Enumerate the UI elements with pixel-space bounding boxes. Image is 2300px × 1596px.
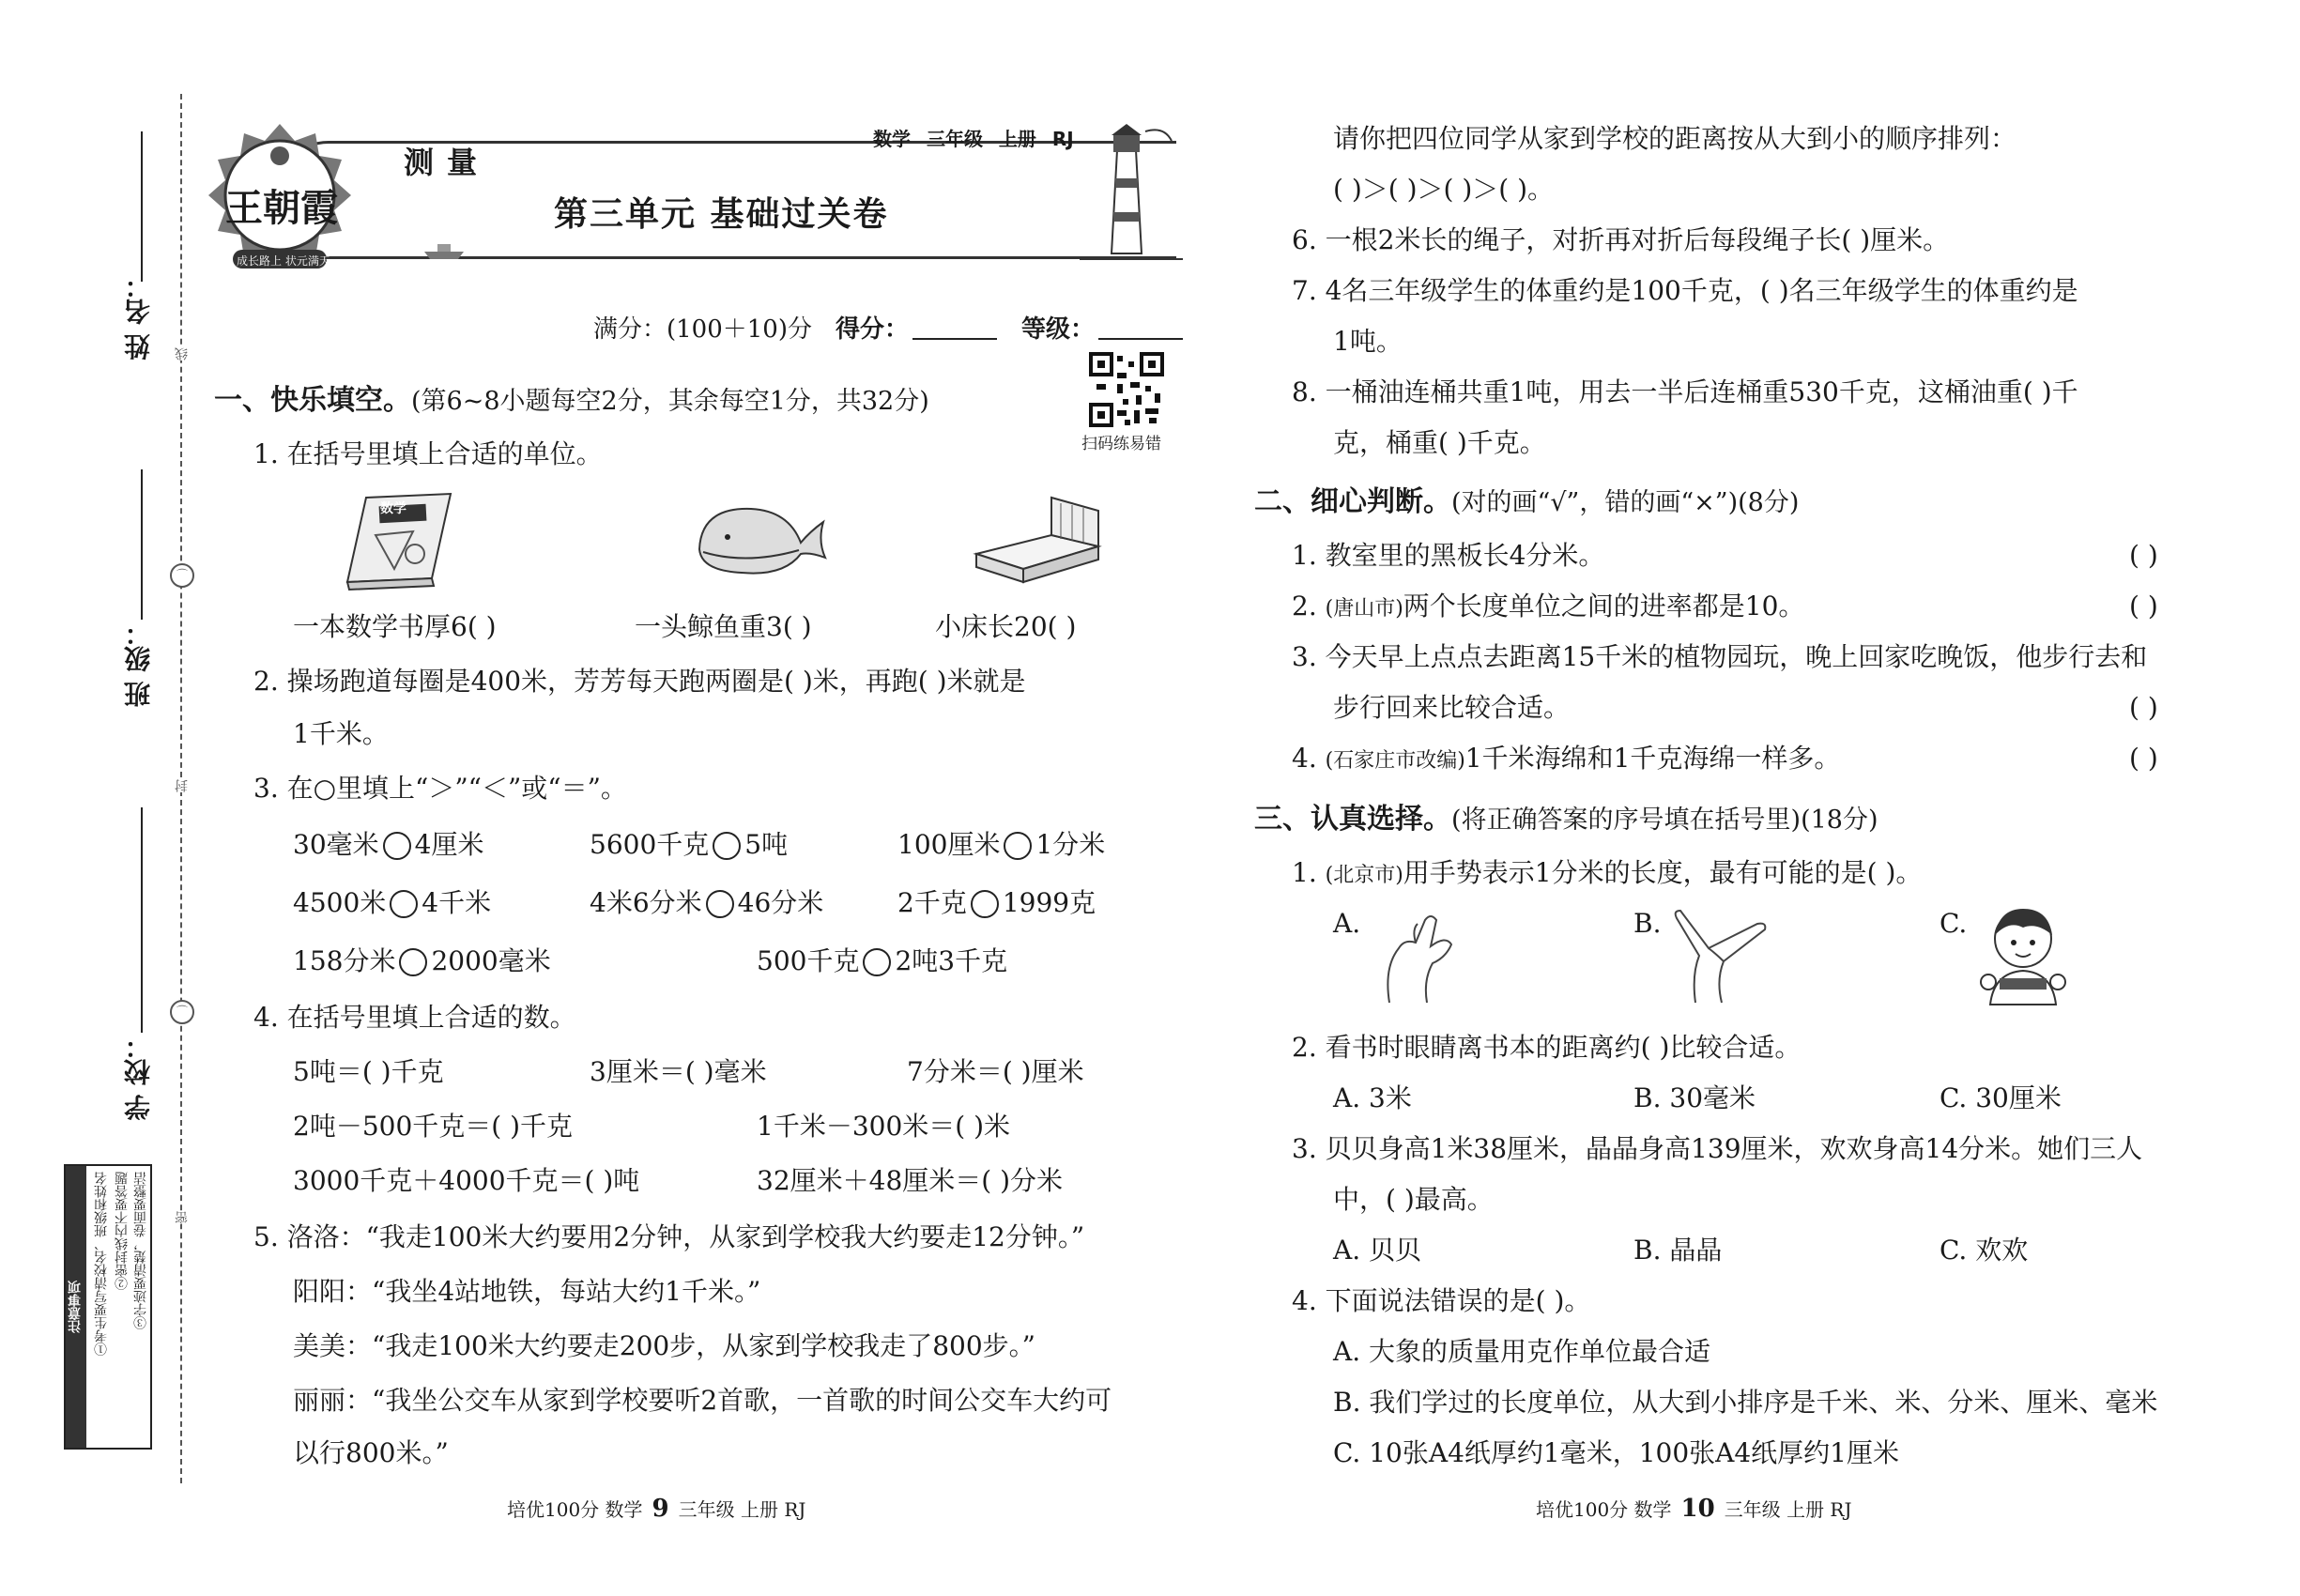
choice-2-opt-b[interactable]: B. 30毫米 — [1633, 1082, 1756, 1113]
judge-4-source: (石家庄市改编) — [1325, 749, 1465, 773]
section-3-note: (将正确答案的序号填在括号里)(18分) — [1451, 806, 1878, 835]
math-book-label: 数学 — [380, 501, 406, 516]
q4-item: 3厘米＝( )毫米 — [590, 1056, 767, 1087]
name-label: 姓 名： — [123, 272, 154, 361]
choice-4-opt-c[interactable]: C. 10张A4纸厚约1毫米，100张A4纸厚约1厘米 — [1333, 1437, 1899, 1468]
footer-book: 培优100分 数学 — [507, 1498, 643, 1521]
page-number: 10 — [1680, 1495, 1715, 1523]
q3-text: 3. 在○里填上“＞”“＜”或“＝”。 — [253, 773, 627, 804]
choice-2-opt-a[interactable]: A. 3米 — [1333, 1082, 1412, 1113]
q3-item: 100厘米 1分米 — [897, 829, 1106, 860]
section-1-title — [214, 383, 929, 420]
class-blank — [141, 469, 143, 620]
q3-item: 4米6分米 46分米 — [590, 887, 824, 918]
choice-4-opt-b[interactable]: B. 我们学过的长度单位，从大到小排序是千米、米、分米、厘米、毫米 — [1333, 1387, 2158, 1418]
q4-text: 4. 在括号里填上合适的数。 — [253, 1002, 576, 1033]
full-score: 满分：(100＋10)分 — [593, 315, 812, 344]
compare-circle[interactable] — [971, 890, 999, 918]
notice-line-1: ①考生要写清校名、班级和姓名 — [94, 1172, 109, 1356]
section-2-note: (对的画“√”，错的画“×”)(8分) — [1451, 488, 1800, 517]
compare-circle[interactable] — [399, 948, 427, 976]
q1-book: 一本数学书厚6( ) — [293, 611, 497, 642]
q1-bed: 小床长20( ) — [935, 611, 1077, 642]
cut-mark-1: 线 — [175, 347, 190, 361]
choice-4-opt-a[interactable]: A. 大象的质量用克作单位最合适 — [1333, 1336, 1711, 1367]
binding-hole-icon: ⌒ — [170, 1000, 194, 1024]
compare-circle[interactable] — [383, 832, 411, 860]
hand-pinch-icon — [1371, 901, 1474, 1005]
q6-text: 6. 一根2米长的绳子，对折再对折后每段绳子长( )厘米。 — [1292, 224, 1950, 255]
choice-1-opt-b[interactable]: B. — [1633, 908, 1662, 939]
choice-4: 4. 下面说法错误的是( )。 — [1292, 1285, 1591, 1316]
q4-item: 7分米＝( )厘米 — [907, 1056, 1084, 1087]
book-meta: 数学 三年级 上册 RJ — [873, 128, 1074, 150]
q5-line4: 丽丽：“我坐公交车从家到学校要听2首歌，一首歌的时间公交车大约可 — [293, 1385, 1112, 1416]
choice-3-opt-a[interactable]: A. 贝贝 — [1333, 1235, 1422, 1266]
compare-circle[interactable] — [1004, 832, 1032, 860]
q2-line2: 1千米。 — [293, 718, 389, 749]
q3-item: 4500米 4千米 — [293, 887, 492, 918]
qr-caption: 扫码练易错 — [1081, 435, 1161, 453]
grade-blank[interactable] — [1098, 338, 1183, 340]
page-title: 第三单元 基础过关卷 — [554, 195, 889, 234]
q4-item: 5吨＝( )千克 — [293, 1056, 444, 1087]
compare-circle[interactable] — [713, 832, 741, 860]
q5-order-prompt: 请你把四位同学从家到学校的距离按从大到小的顺序排列： — [1333, 123, 2017, 154]
judge-4: 4. (石家庄市改编)1千米海绵和1千克海绵一样多。 — [1292, 743, 1841, 774]
choice-2-opt-c[interactable]: C. 30厘米 — [1940, 1082, 2062, 1113]
q4-item: 32厘米＋48厘米＝( )分米 — [757, 1165, 1064, 1196]
q4-item: 1千米－300米＝( )米 — [757, 1111, 1011, 1142]
section-1-heading: 一、快乐填空。 — [214, 384, 411, 417]
q3-item: 500千克 2吨3千克 — [757, 945, 1008, 976]
section-1-note: (第6~8小题每空2分，其余每空1分，共32分) — [411, 387, 929, 416]
compare-circle[interactable] — [706, 890, 734, 918]
binding-hole-icon: ⌒ — [170, 563, 194, 588]
choice-3-opt-b[interactable]: B. 晶晶 — [1633, 1235, 1723, 1266]
compare-circle[interactable] — [390, 890, 418, 918]
class-label: 班 级： — [123, 620, 154, 708]
judge-3-line1: 3. 今天早上点点去距离15千米的植物园玩，晚上回家吃晚饭，他步行去和 — [1292, 641, 2148, 672]
compare-circle[interactable] — [863, 948, 891, 976]
grade-label: 等级： — [1021, 315, 1096, 344]
q3-item: 30毫米 4厘米 — [293, 829, 484, 860]
ship-icon — [422, 240, 466, 261]
q5-line5: 以行800米。” — [293, 1437, 449, 1468]
judge-2-source: (唐山市) — [1325, 597, 1403, 621]
judge-4-answer[interactable]: ( ) — [2129, 743, 2158, 774]
section-2-heading: 二、细心判断。 — [1254, 485, 1451, 518]
footer-book: 培优100分 数学 — [1536, 1498, 1672, 1521]
choice-2: 2. 看书时眼睛离书本的距离约( )比较合适。 — [1292, 1032, 1802, 1063]
q4-item: 3000千克＋4000千克＝( )吨 — [293, 1165, 640, 1196]
choice-3-line2: 中，( )最高。 — [1333, 1184, 1494, 1215]
section-2-title — [1254, 484, 1799, 521]
q4-item: 2吨－500千克＝( )千克 — [293, 1111, 574, 1142]
page-number: 9 — [652, 1495, 669, 1523]
name-blank — [141, 131, 143, 282]
q2-line1: 2. 操场跑道每圈是400米，芳芳每天跑两圈是( )米，再跑( )米就是 — [253, 666, 1026, 697]
q3-item: 5600千克 5吨 — [590, 829, 789, 860]
judge-3-answer[interactable]: ( ) — [2129, 692, 2158, 723]
q3-item: 158分米 2000毫米 — [293, 945, 551, 976]
q8-line2: 克，桶重( )千克。 — [1333, 427, 1546, 458]
choice-1-source: (北京市) — [1325, 864, 1403, 887]
score-label: 得分： — [836, 315, 910, 344]
notice-box — [64, 1164, 152, 1450]
choice-1-opt-a[interactable]: A. — [1333, 908, 1361, 939]
section-3-title — [1254, 802, 1878, 838]
choice-1: 1. (北京市)用手势表示1分米的长度，最有可能的是( )。 — [1292, 857, 1923, 888]
lighthouse-icon — [1080, 122, 1183, 263]
q5-order-blanks[interactable]: ( )＞( )＞( )＞( )。 — [1333, 174, 1554, 205]
bed-icon — [967, 488, 1108, 591]
brand-name: 王朝霞 — [225, 186, 338, 230]
q1-whale: 一头鲸鱼重3( ) — [635, 611, 812, 642]
hand-span-icon — [1667, 899, 1780, 1005]
choice-3-line1: 3. 贝贝身高1米38厘米，晶晶身高139厘米，欢欢身高14分米。她们三人 — [1292, 1133, 2143, 1164]
left-footer — [507, 1495, 805, 1523]
q5-line3: 美美：“我走100米大约要走200步，从家到学校我走了800步。” — [293, 1330, 1035, 1361]
judge-1-answer[interactable]: ( ) — [2129, 540, 2158, 571]
school-blank — [141, 807, 143, 1033]
unit-tag: 测量 — [404, 145, 491, 180]
school-label: 学 校： — [123, 1033, 154, 1121]
section-3-heading: 三、认真选择。 — [1254, 803, 1451, 836]
whale-icon — [690, 498, 831, 582]
notice-line-3: ③字迹要清楚，卷面要整洁 — [133, 1172, 148, 1329]
q5-line2: 阳阳：“我坐4站地铁，每站大约1千米。” — [293, 1276, 761, 1307]
judge-2: 2. (唐山市)两个长度单位之间的进率都是10。 — [1292, 591, 1805, 622]
choice-1-opt-c[interactable]: C. — [1940, 908, 1968, 939]
cut-mark-2: 封 — [175, 779, 190, 792]
qr-code-icon[interactable] — [1089, 352, 1164, 427]
notice-title: 注意事项 — [66, 1166, 86, 1448]
judge-1: 1. 教室里的黑板长4分米。 — [1292, 540, 1605, 571]
judge-3-line2: 步行回来比较合适。 — [1333, 692, 1571, 723]
q7-line2: 1吨。 — [1333, 326, 1403, 357]
q5-line1: 5. 洛洛：“我走100米大约要用2分钟，从家到学校我大约要走12分钟。” — [253, 1221, 1085, 1252]
judge-2-answer[interactable]: ( ) — [2129, 591, 2158, 622]
footer-meta: 三年级 上册 RJ — [1724, 1498, 1852, 1521]
footer-meta: 三年级 上册 RJ — [678, 1498, 806, 1521]
q8-line1: 8. 一桶油连桶共重1吨，用去一半后连桶重530千克，这桶油重( )千 — [1292, 376, 2078, 407]
right-footer — [1536, 1495, 1852, 1523]
choice-3-opt-c[interactable]: C. 欢欢 — [1940, 1235, 2029, 1266]
q3-item: 2千克 1999克 — [897, 887, 1096, 918]
notice-line-2: ②密封线内不要答题 — [115, 1172, 130, 1290]
q7-line1: 7. 4名三年级学生的体重约是100千克，( )名三年级学生的体重约是 — [1292, 275, 2078, 306]
cut-mark-3: 密 — [175, 1211, 190, 1224]
score-blank[interactable] — [912, 338, 997, 340]
q1-text: 1. 在括号里填上合适的单位。 — [253, 438, 603, 469]
boy-gesture-icon — [1971, 901, 2075, 1006]
brand-slogan: 成长路上 状元满天 — [237, 254, 330, 268]
